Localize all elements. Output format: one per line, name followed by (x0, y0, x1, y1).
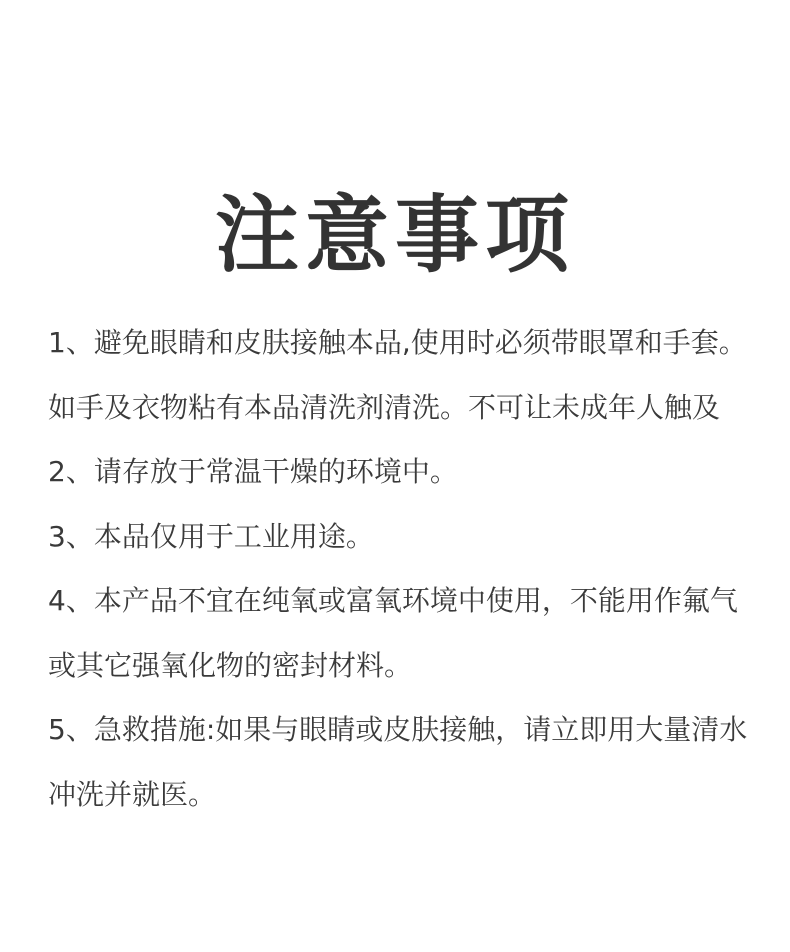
note-item-2: 2、请存放于常温干燥的环境中。 (48, 455, 458, 488)
note-item-4: 4、本产品不宜在纯氧或富氧环境中使用，不能用作氟气或其它强氧化物的密封材料。 (48, 584, 738, 682)
page-title: 注意事项 (214, 186, 575, 284)
notes-list (48, 311, 748, 827)
note-item-5: 5、急救措施:如果与眼睛或皮肤接触，请立即用大量清水冲洗并就医。 (48, 713, 748, 811)
note-item-3: 3、本品仅用于工业用途。 (48, 519, 374, 553)
note-item-1: 1、避免眼睛和皮肤接触本品,使用时必须带眼罩和手套。如手及衣物粘有本品清洗剂清洗。不可让未成年人触及 (48, 326, 747, 424)
